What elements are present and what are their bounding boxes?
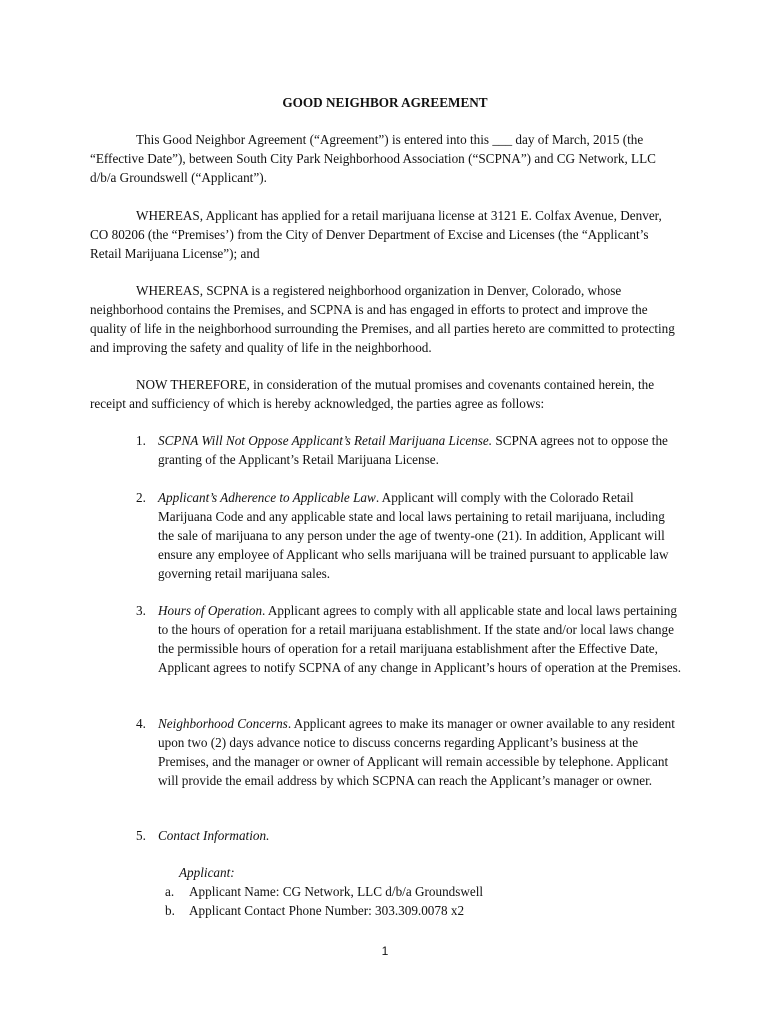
list-item-number: 2. <box>136 490 146 505</box>
intro-paragraph: This Good Neighbor Agreement (“Agreement”) is entered into this ___ day of March, 2015 (the “Effective Date”), between South City Park Neighborhood Association (“SCPNA”) and CG Network, LLC d/b/a Groundswell (“Applicant”). <box>90 132 656 185</box>
contact-line-letter: b. <box>165 903 175 918</box>
list-item-body <box>158 488 684 583</box>
contact-line <box>165 882 679 901</box>
list-item <box>136 714 684 790</box>
list-item-heading: Contact Information. <box>158 828 270 843</box>
list-item-number: 3. <box>136 603 146 618</box>
whereas-paragraph-2: WHEREAS, SCPNA is a registered neighborhood organization in Denver, Colorado, whose neighborhood contains the Premises, and SCPNA is and has engaged in efforts to protect and improve the quality of life in the neighborhood surrounding the Premises, and all parties hereto are committed to protecting and improving the safety and quality of life in the neighborhood. <box>90 283 675 355</box>
list-item-number: 5. <box>136 828 146 843</box>
contact-section <box>165 863 679 920</box>
document-title: GOOD NEIGHBOR AGREEMENT <box>282 95 488 110</box>
list-item-heading: Hours of Operation <box>158 603 263 618</box>
list-item <box>136 431 684 469</box>
list-item-number: 4. <box>136 716 146 731</box>
list-item-heading: SCPNA Will Not Oppose Applicant’s Retail Marijuana License. <box>158 433 493 448</box>
list-item-text: . Applicant will comply with the Colorado Retail Marijuana Code and any applicable state and local laws pertaining to retail marijuana, including the sale of marijuana to any person under the age of twenty-one (21). In addition, Applicant will ensure any employee of Applicant who sells marijuana will be trained pursuant to applicable law governing retail marijuana sales. <box>158 490 669 581</box>
list-item-text: SCPNA agrees not to oppose the granting of the Applicant’s Retail Marijuana License. <box>158 433 668 467</box>
now-therefore-paragraph: NOW THEREFORE, in consideration of the mutual promises and covenants contained herein, the receipt and sufficiency of which is hereby acknowledged, the parties agree as follows: <box>90 377 655 411</box>
list-item-heading: Neighborhood Concerns <box>158 716 288 731</box>
contact-label: Applicant: <box>179 865 235 880</box>
page-number: 1 <box>381 944 389 958</box>
list-item-body <box>158 431 684 469</box>
list-item-text: . Applicant agrees to make its manager or owner available to any resident upon two (2) days advance notice to discuss concerns regarding Applicant’s business at the Premises, and the manager or owner of Applicant will remain accessible by telephone. Applicant will provide the email address by which SCPNA can reach the Applicant’s manager or owner. <box>158 716 675 788</box>
list-item <box>136 826 684 845</box>
list-item-body <box>158 714 684 790</box>
list-item-body <box>158 601 684 677</box>
contact-line <box>165 901 679 920</box>
contact-line-letter: a. <box>165 884 175 899</box>
list-item-number: 1. <box>136 433 146 448</box>
list-item-heading: Applicant’s Adherence to Applicable Law <box>158 490 376 505</box>
list-item-text: . Applicant agrees to comply with all applicable state and local laws pertaining to the hours of operation for a retail marijuana establishment. If the state and/or local laws change the permissible hours of operation for a retail marijuana establishment after the Effective Date, Applicant agrees to notify SCPNA of any change in Applicant’s hours of operation at the Premises. <box>158 603 682 675</box>
contact-line-text: Applicant Name: CG Network, LLC d/b/a Groundswell <box>189 884 484 899</box>
list-item <box>136 488 684 583</box>
contact-line-text: Applicant Contact Phone Number: 303.309.0078 x2 <box>189 903 465 918</box>
list-item-body <box>158 826 684 845</box>
list-item <box>136 601 684 677</box>
whereas-paragraph-1: WHEREAS, Applicant has applied for a retail marijuana license at 3121 E. Colfax Avenue, Denver, CO 80206 (the “Premises’) from the City of Denver Department of Excise and Licenses (the “Applicant’s Retail Marijuana License”); and <box>90 208 662 261</box>
